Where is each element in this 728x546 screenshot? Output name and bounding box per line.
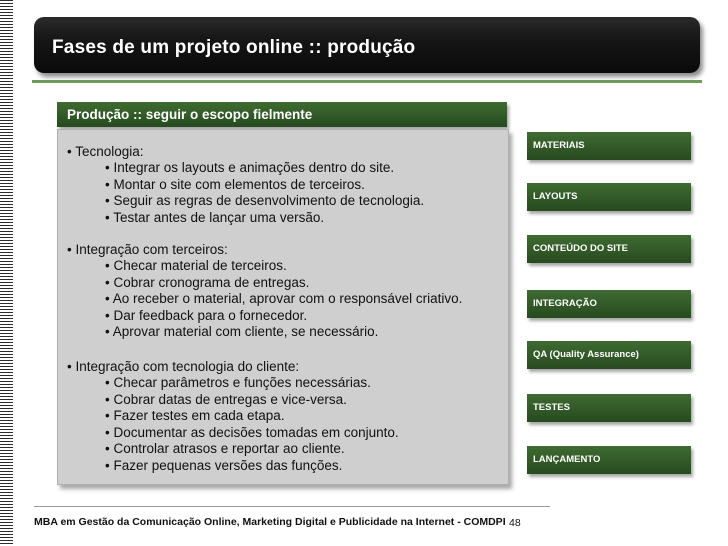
phase-label: LANÇAMENTO <box>533 454 601 465</box>
phase-label: TESTES <box>533 402 570 413</box>
panel-header <box>57 102 507 127</box>
page-title: Fases de um projeto online :: produção <box>52 37 416 58</box>
phase-label: CONTEÚDO DO SITE <box>533 243 629 254</box>
list-item: • Montar o site com elementos de terceiros. <box>105 176 365 192</box>
list-item: • Fazer pequenas versões das funções. <box>105 457 343 473</box>
phase-integracao <box>527 290 691 318</box>
title-underline <box>32 80 702 83</box>
list-item: • Seguir as regras de desenvolvimento de tecnologia. <box>105 193 425 208</box>
list-item: • Checar parâmetros e funções necessárias. <box>105 375 371 390</box>
phase-label: LAYOUTS <box>533 191 578 202</box>
list-item: • Cobrar cronograma de entregas. <box>105 274 310 290</box>
list-item: • Fazer testes em cada etapa. <box>105 408 285 423</box>
section-label: • Tecnologia: <box>67 144 144 159</box>
section-label: • Integração com tecnologia do cliente: <box>67 359 300 374</box>
list-item: • Ao receber o material, aprovar com o responsável criativo. <box>105 291 463 306</box>
phase-lancamento <box>527 446 691 474</box>
section-integracao-cliente <box>67 358 399 474</box>
section-label: • Integração com terceiros: <box>67 242 228 257</box>
list-item: • Integrar os layouts e animações dentro do site. <box>105 160 395 175</box>
phase-conteudo-do-site <box>527 235 691 263</box>
phase-qa <box>527 341 691 369</box>
page-number: 48 <box>509 517 521 529</box>
phase-testes <box>527 394 691 422</box>
phase-materiais <box>527 132 691 160</box>
decorative-stripes <box>0 0 13 546</box>
panel-header-title: Produção :: seguir o escopo fielmente <box>67 107 313 122</box>
section-tecnologia <box>67 143 424 226</box>
footer-divider <box>34 506 550 507</box>
list-item: • Documentar as decisões tomadas em conjunto. <box>105 424 399 440</box>
list-item: • Checar material de terceiros. <box>105 258 287 273</box>
phase-label: INTEGRAÇÃO <box>533 298 597 309</box>
list-item: • Testar antes de lançar uma versão. <box>105 209 325 225</box>
phase-label: QA (Quality Assurance) <box>533 349 639 360</box>
content-panel <box>57 129 509 485</box>
section-integracao-terceiros <box>67 241 462 341</box>
list-item: • Controlar atrasos e reportar ao cliente. <box>105 441 345 456</box>
title-bar <box>34 17 700 73</box>
list-item: • Cobrar datas de entregas e vice-versa. <box>105 391 347 407</box>
phase-label: MATERIAIS <box>533 140 585 151</box>
phase-layouts <box>527 183 691 211</box>
list-item: • Dar feedback para o fornecedor. <box>105 307 308 323</box>
footer-text: MBA em Gestão da Comunicação Online, Marketing Digital e Publicidade na Internet - COMDPI <box>34 516 506 528</box>
list-item: • Aprovar material com cliente, se necessário. <box>105 324 379 339</box>
